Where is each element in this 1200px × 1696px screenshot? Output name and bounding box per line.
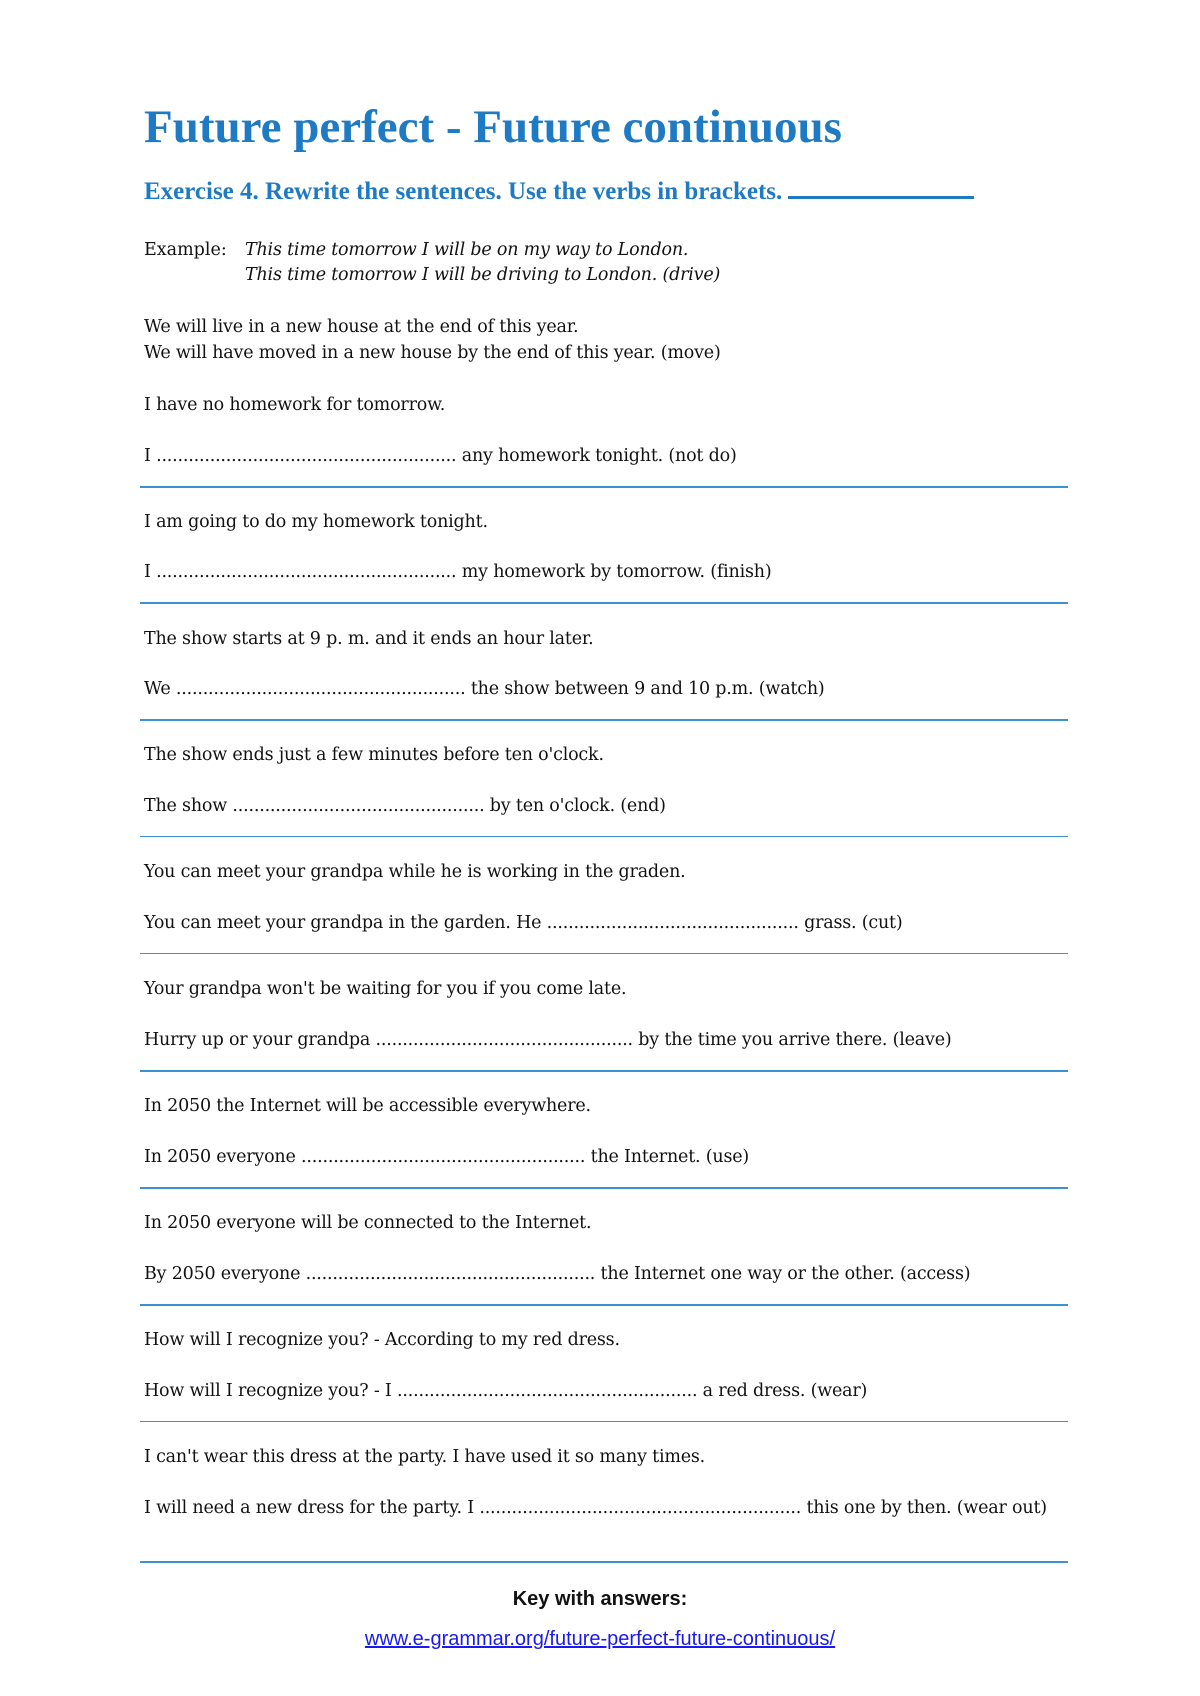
- exercise-10-prompt: I can't wear this dress at the party. I have used it so many times.: [144, 1447, 706, 1467]
- exercise-4-prompt: The show ends just a few minutes before ten o'clock.: [144, 745, 604, 765]
- exercise-3-prompt: The show starts at 9 p. m. and it ends an hour later.: [144, 629, 594, 649]
- exercise-divider: [140, 953, 1068, 954]
- exercise-5-answer-line[interactable]: You can meet your grandpa in the garden. He ............................................... grass. (cut): [144, 913, 903, 933]
- model-sentence-original: We will live in a new house at the end of this year.: [144, 317, 579, 337]
- exercise-9-answer-line[interactable]: How will I recognize you? - I ........................................................ a red dress. (wear): [144, 1381, 868, 1401]
- exercise-9-prompt: How will I recognize you? - According to my red dress.: [144, 1330, 620, 1350]
- exercise-6-answer-line[interactable]: Hurry up or your grandpa ................................................ by the time you arrive there. (leave): [144, 1030, 952, 1050]
- exercise-divider: [140, 1187, 1068, 1189]
- example-sentence-rewritten: This time tomorrow I will be driving to London. (drive): [245, 265, 721, 285]
- exercise-8-answer-line[interactable]: By 2050 everyone ...................................................... the Internet one way or the other. (access): [144, 1264, 971, 1284]
- answer-key-link-wrapper: [0, 1628, 1200, 1651]
- example-label: Example:: [144, 240, 227, 260]
- exercise-7-answer-line[interactable]: In 2050 everyone ..................................................... the Internet. (use): [144, 1147, 750, 1167]
- exercise-1-prompt: I have no homework for tomorrow.: [144, 395, 446, 415]
- exercise-divider: [140, 719, 1068, 721]
- exercise-8-prompt: In 2050 everyone will be connected to the Internet.: [144, 1213, 592, 1233]
- answer-key-link[interactable]: www.e-grammar.org/future-perfect-future-continuous/: [364, 1628, 836, 1650]
- exercise-6-prompt: Your grandpa won't be waiting for you if you come late.: [144, 979, 627, 999]
- example-sentence-original: This time tomorrow I will be on my way to London.: [245, 240, 689, 260]
- exercise-divider: [140, 1421, 1068, 1422]
- exercise-divider: [140, 486, 1068, 488]
- exercise-divider: [140, 1561, 1068, 1563]
- exercise-10-answer-line[interactable]: I will need a new dress for the party. I ............................................................ this one by then. (wear out): [144, 1498, 1047, 1518]
- exercise-3-answer-line[interactable]: We ...................................................... the show between 9 and 10 p.m. (watch): [144, 679, 825, 699]
- model-sentence-rewritten: We will have moved in a new house by the end of this year. (move): [144, 343, 721, 363]
- exercise-2-answer-line[interactable]: I ........................................................ my homework by tomorrow. (finish): [144, 562, 772, 582]
- answer-key-label: Key with answers:: [512, 1588, 688, 1610]
- exercise-5-prompt: You can meet your grandpa while he is working in the graden.: [144, 862, 686, 882]
- exercise-divider: [140, 1070, 1068, 1072]
- name-blank-line: [788, 178, 974, 199]
- exercise-divider: [140, 602, 1068, 604]
- exercise-instruction-text: Exercise 4. Rewrite the sentences. Use the verbs in brackets.: [144, 178, 783, 205]
- exercise-instruction: [144, 178, 974, 206]
- exercise-divider: [140, 836, 1068, 837]
- exercise-1-answer-line[interactable]: I ........................................................ any homework tonight. (not do): [144, 446, 737, 466]
- exercise-4-answer-line[interactable]: The show ............................................... by ten o'clock. (end): [144, 796, 666, 816]
- page-title: Future perfect - Future continuous: [144, 101, 842, 153]
- exercise-divider: [140, 1304, 1068, 1306]
- exercise-2-prompt: I am going to do my homework tonight.: [144, 512, 488, 532]
- exercise-7-prompt: In 2050 the Internet will be accessible everywhere.: [144, 1096, 591, 1116]
